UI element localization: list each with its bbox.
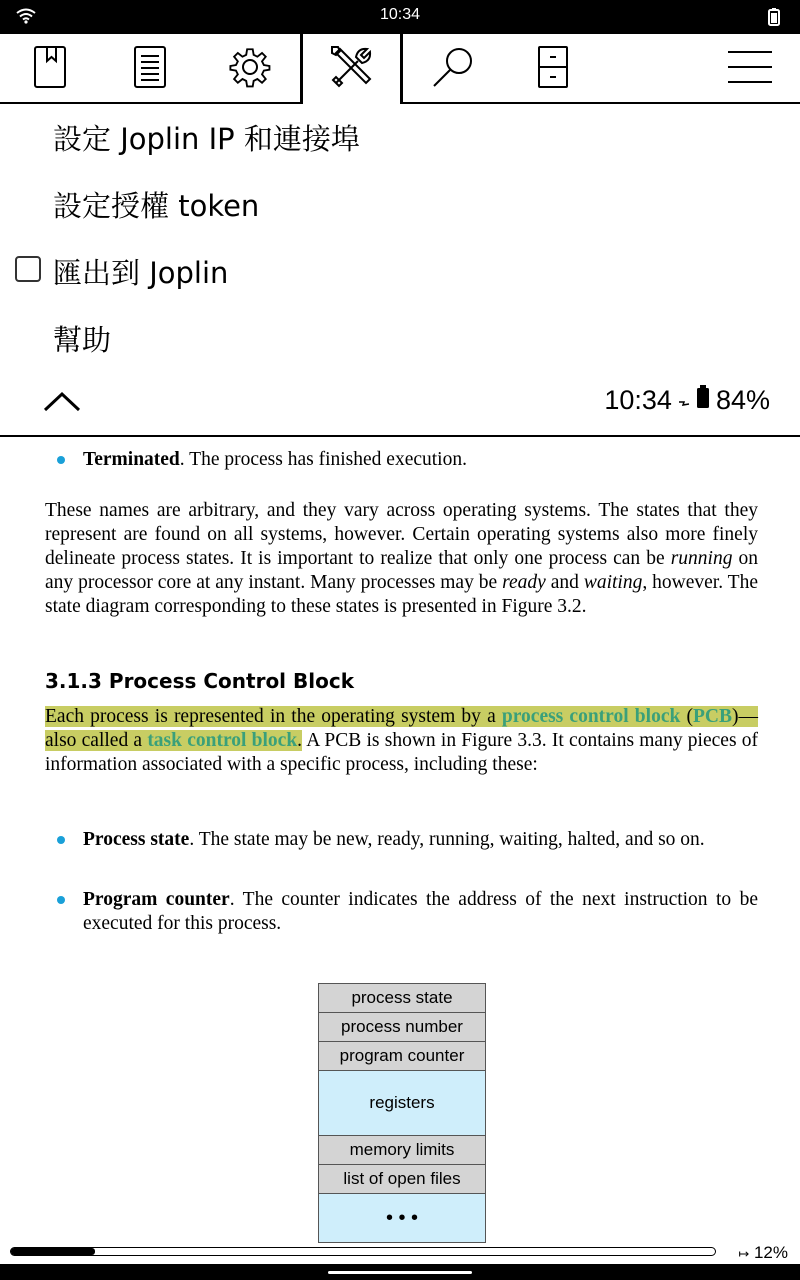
charging-icon [678,385,690,416]
search-icon [431,45,475,93]
battery-icon [768,8,780,30]
bullet-icon [57,836,65,844]
hamburger-menu-icon [727,49,773,89]
pcb-row: process state [319,984,485,1013]
term: process control block [501,706,681,727]
bookmark-tab[interactable] [0,34,100,104]
text: waiting [583,572,643,593]
toc-tab[interactable] [100,34,200,104]
search-tab[interactable] [403,34,503,104]
bullet-icon [57,896,65,904]
settings-tab[interactable] [200,34,300,104]
text: on any processor core at any instant. Many processes may be [45,548,759,593]
text: These names are arbitrary, and they vary across operating systems. The states that they represent are found on all systems, however. Certain operating systems also more finely delineate process states. It is important to realize that only one process can be [45,500,758,569]
text: running [670,548,733,569]
pcb-row: memory limits [319,1136,485,1165]
text: . [297,730,303,751]
device-status [604,385,770,416]
menu-item-help[interactable]: 幫助 [53,323,112,357]
progress-percent: 12% [753,1243,788,1262]
paragraph-state-names [45,499,758,619]
term: PCB [692,706,732,727]
bullet-program-counter [83,888,758,936]
term: task control block [147,730,298,751]
reader-toolbar [0,34,800,104]
progress-arrow-icon: ↦ [738,1246,750,1261]
reading-progress-bar[interactable] [10,1247,716,1256]
text: ready [502,572,546,593]
menu-item-set-token[interactable]: 設定授權 token [53,189,260,223]
text: ( [680,706,693,727]
tools-icon [330,45,374,93]
device-time: 10:34 [604,385,672,415]
term: Terminated [83,449,180,470]
section-heading: 3.1.3 Process Control Block [45,669,354,693]
bullet-icon [57,456,65,464]
reading-progress [738,1243,788,1263]
battery-percent: 84% [715,385,770,415]
home-gesture-pill[interactable] [328,1271,472,1274]
tools-tab[interactable] [303,34,400,104]
text: Each process is represented in the operating system by a [45,706,502,727]
pcb-row: registers [319,1071,485,1136]
system-status-bar [0,0,800,34]
export-checkbox[interactable] [15,256,41,282]
text: )—also called a [45,706,758,751]
bullet-terminated [83,448,758,472]
battery-icon [696,385,710,416]
bookmark-icon [33,45,67,93]
menu-item-set-joplin-ip[interactable]: 設定 Joplin IP 和連接埠 [53,122,360,156]
pcb-figure [318,983,486,1243]
gear-icon [229,46,271,92]
collapse-chevron-icon[interactable] [42,384,82,420]
progress-fill [11,1248,95,1255]
text: . The state may be new, ready, running, waiting, halted, and so on. [189,829,705,850]
menu-separator [0,435,800,437]
text: , however. The state diagram corresponding to these states is presented in Figure 3.2. [45,572,758,617]
text: . The process has finished execution. [179,449,467,470]
pcb-row: program counter [319,1042,485,1071]
status-time: 10:34 [379,6,421,23]
library-tab[interactable] [503,34,603,104]
navigation-bar [0,1264,800,1280]
menu-item-export-to-joplin[interactable]: 匯出到 Joplin [53,256,229,290]
table-of-contents-icon [133,45,167,93]
toolbar-divider [401,102,800,104]
text: . The counter indicates the address of the next instruction to be executed for this process. [83,889,758,934]
bullet-process-state [83,828,758,852]
text: and [545,572,584,593]
toolbar-divider [0,102,302,104]
pcb-row: • • • [319,1194,485,1242]
pcb-row: list of open files [319,1165,485,1194]
main-menu-button[interactable] [700,34,800,104]
term: Program counter [83,889,230,910]
paragraph-pcb[interactable] [45,705,758,777]
text: A PCB is shown in Figure 3.3. It contains many pieces of information associated with a specific process, including these: [45,730,758,775]
pcb-row: process number [319,1013,485,1042]
cabinet-icon [537,45,569,93]
active-tab-border [400,34,403,104]
active-tab-border [300,34,303,104]
term: Process state [83,829,190,850]
